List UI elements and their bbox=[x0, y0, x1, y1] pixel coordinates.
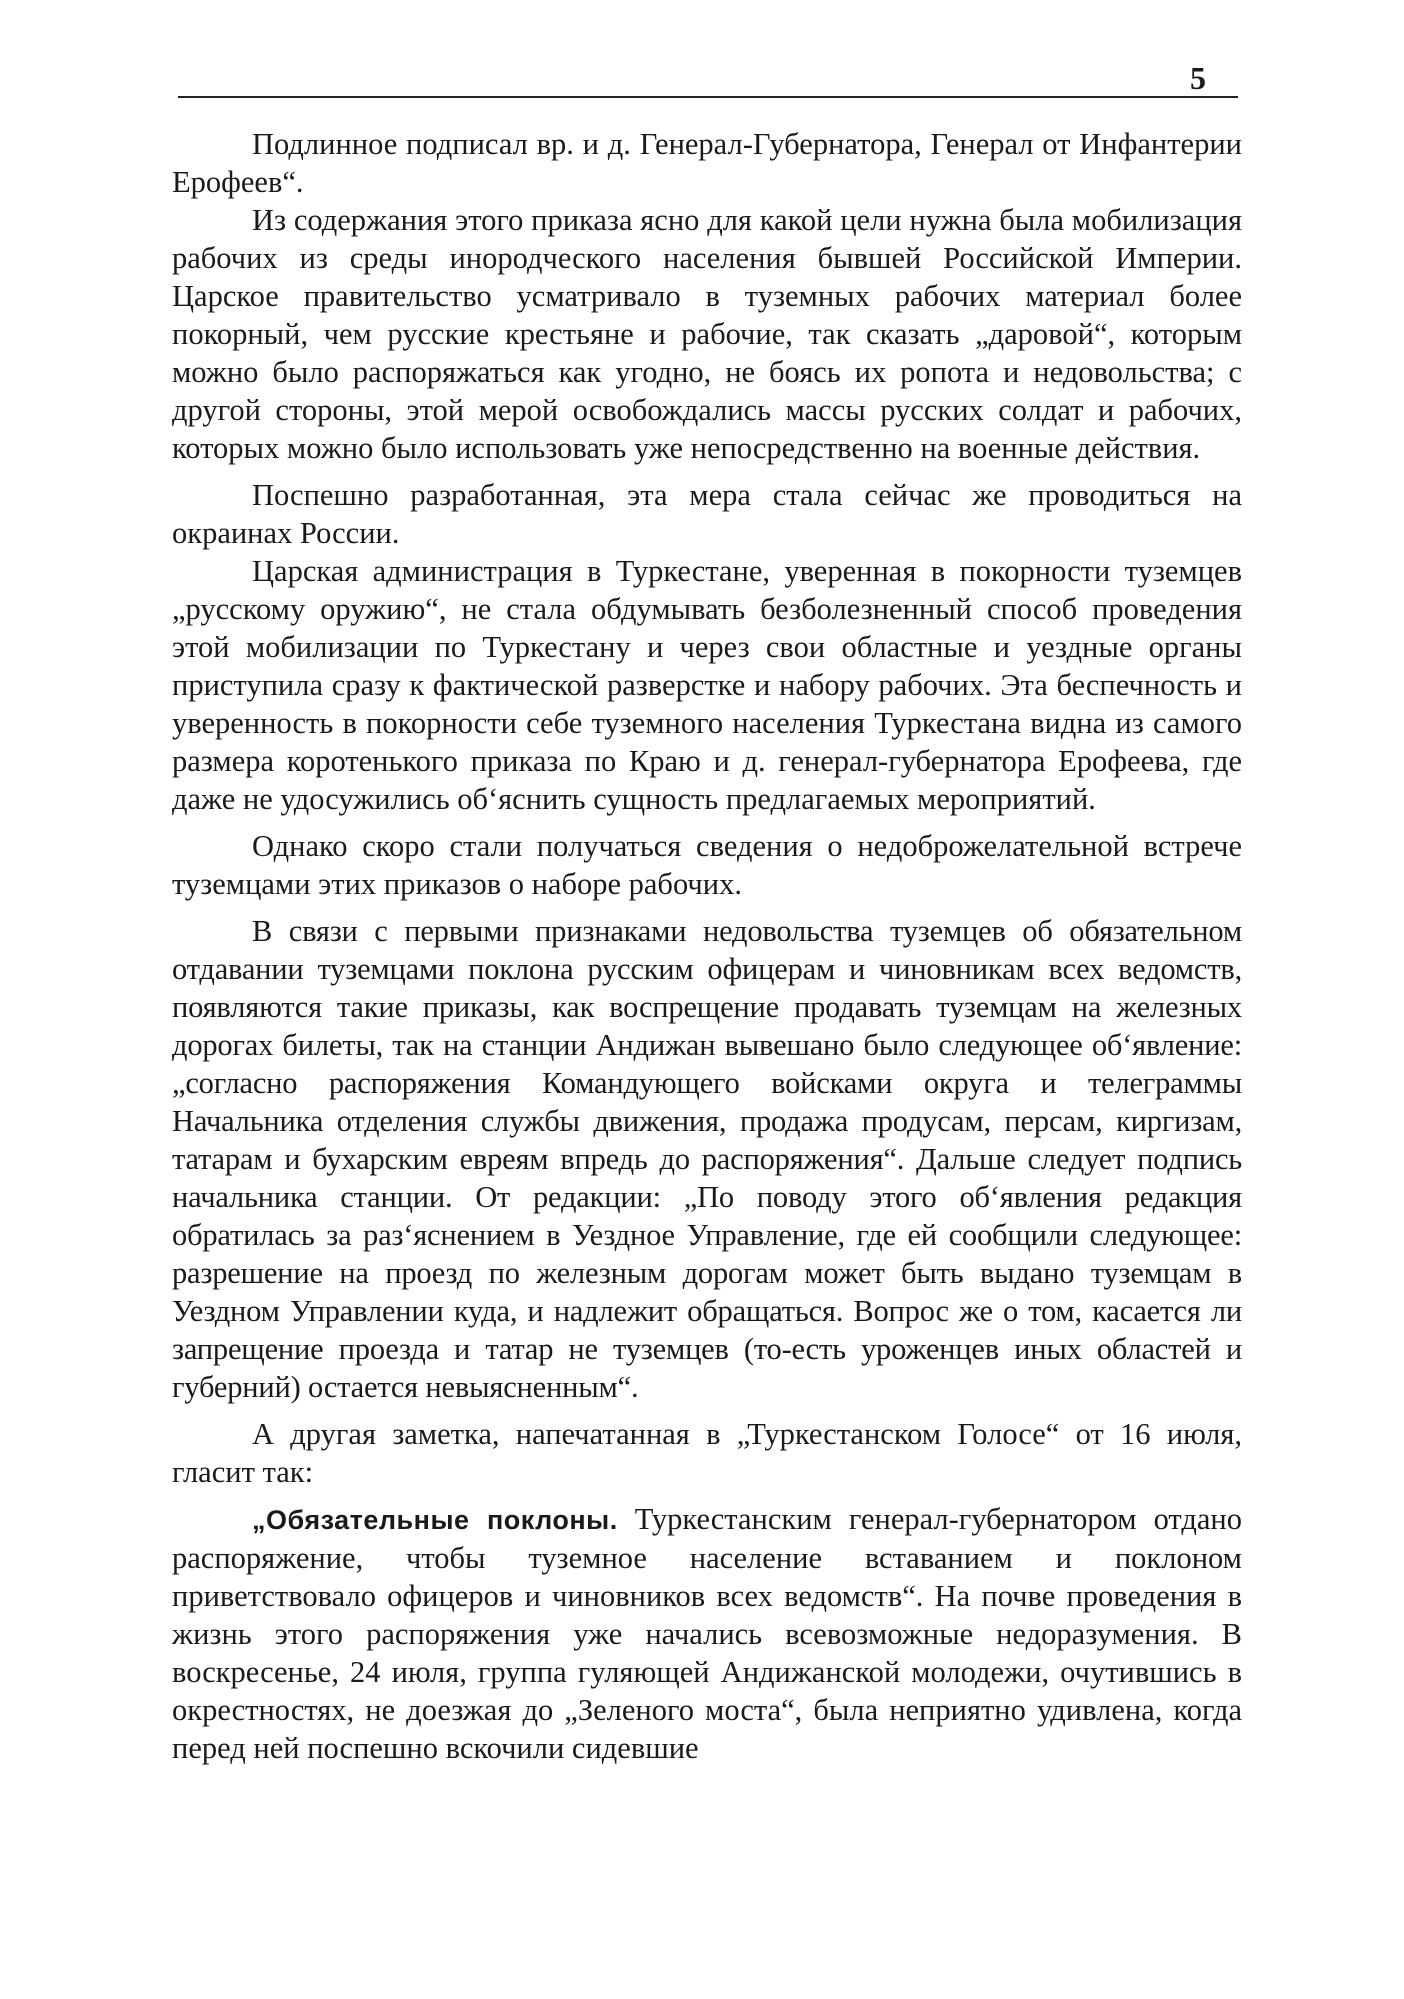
page-body bbox=[172, 125, 1242, 1767]
paragraph-administration: Царская администрация в Туркестане, уверенная в покорности туземцев „русскому оружию“, не стала обдумывать безболезненный способ проведения этой мобилизации по Туркестану и через свои областные и уездные органы приступила сразу к фактической разверстке и набору рабочих. Эта беспечность и уверенность в покорности себе туземного населения Туркестана видна из самого размера коротенького приказа по Краю и д. генерал-губернатора Ерофеева, где даже не удосужились об‘яснить сущность предлагаемых мероприятий. bbox=[172, 554, 1242, 816]
header-rule bbox=[178, 96, 1238, 98]
page-number: 5 bbox=[1190, 60, 1207, 96]
paragraph-reports: Однако скоро стали получаться сведения о недоброжелательной встрече туземцами этих приказов о наборе рабочих. bbox=[172, 829, 1242, 901]
paragraph-railway-orders: В связи с первыми признаками недовольства туземцев об обязательном отдавании туземцами поклона русским офицерам и чиновникам всех ведомств, появляются такие приказы, как воспрещение продавать туземцам на железных дорогах билеты, так на станции Андижан вывешано было следующее об‘явление: „согласно распоряжения Командующего войсками округа и телеграммы Начальника отделения службы движения, продажа продусам, персам, киргизам, татарам и бухарским евреям впредь до распоряжения“. Дальше следует подпись начальника станции. От редакции: „По поводу этого об‘явления редакция обратилась за раз‘яснением в Уездное Управление, где ей сообщили следующее: разрешение на проезд по железным дорогам может быть выдано туземцам в Уездном Управлении куда, и надлежит обращаться. Вопрос же о том, касается ли запрещение проезда и татар не туземцев (то-есть уроженцев иных областей и губерний) остается невыясненным“. bbox=[172, 914, 1242, 1404]
paragraph-hasty-measure: Поспешно разработанная, эта мера стала сейчас же проводиться на окраинах России. bbox=[172, 478, 1242, 550]
paragraph-signature: Подлинное подписал вр. и д. Генерал-Губернатора, Генерал от Инфантерии Ерофеев“. bbox=[172, 127, 1242, 199]
paragraph-bows-text: Туркестанским генерал-губернатором отдано распоряжение, чтобы туземное население вставанием и поклоном приветствовало офицеров и чиновников всех ведомств“. На почве проведения в жизнь этого распоряжения уже начались всевозможные недоразумения. В воскресенье, 24 июля, группа гуляющей Андижанской молодежи, очутившись в окрестностях, не доезжая до „Зеленого моста“, была неприятно удивлена, когда перед ней поспешно вскочили сидевшие bbox=[172, 1502, 1242, 1765]
paragraph-purpose: Из содержания этого приказа ясно для какой цели нужна была мобилизация рабочих из среды инородческого населения бывшей Российской Империи. Царское правительство усматривало в туземных рабочих материал более покорный, чем русские крестьяне и рабочие, так сказать „даровой“, которым можно было распоряжаться как угодно, не боясь их ропота и недовольства; с другой стороны, этой мерой освобождались массы русских солдат и рабочих, которых можно было использовать уже непосредственно на военные действия. bbox=[172, 203, 1242, 465]
paragraph-another-note: А другая заметка, напечатанная в „Туркестанском Голосе“ от 16 июля, гласит так: bbox=[172, 1417, 1242, 1489]
paragraph-bows bbox=[172, 1500, 1242, 1767]
bold-lead-title: „Обязательные поклоны. bbox=[252, 1505, 618, 1535]
